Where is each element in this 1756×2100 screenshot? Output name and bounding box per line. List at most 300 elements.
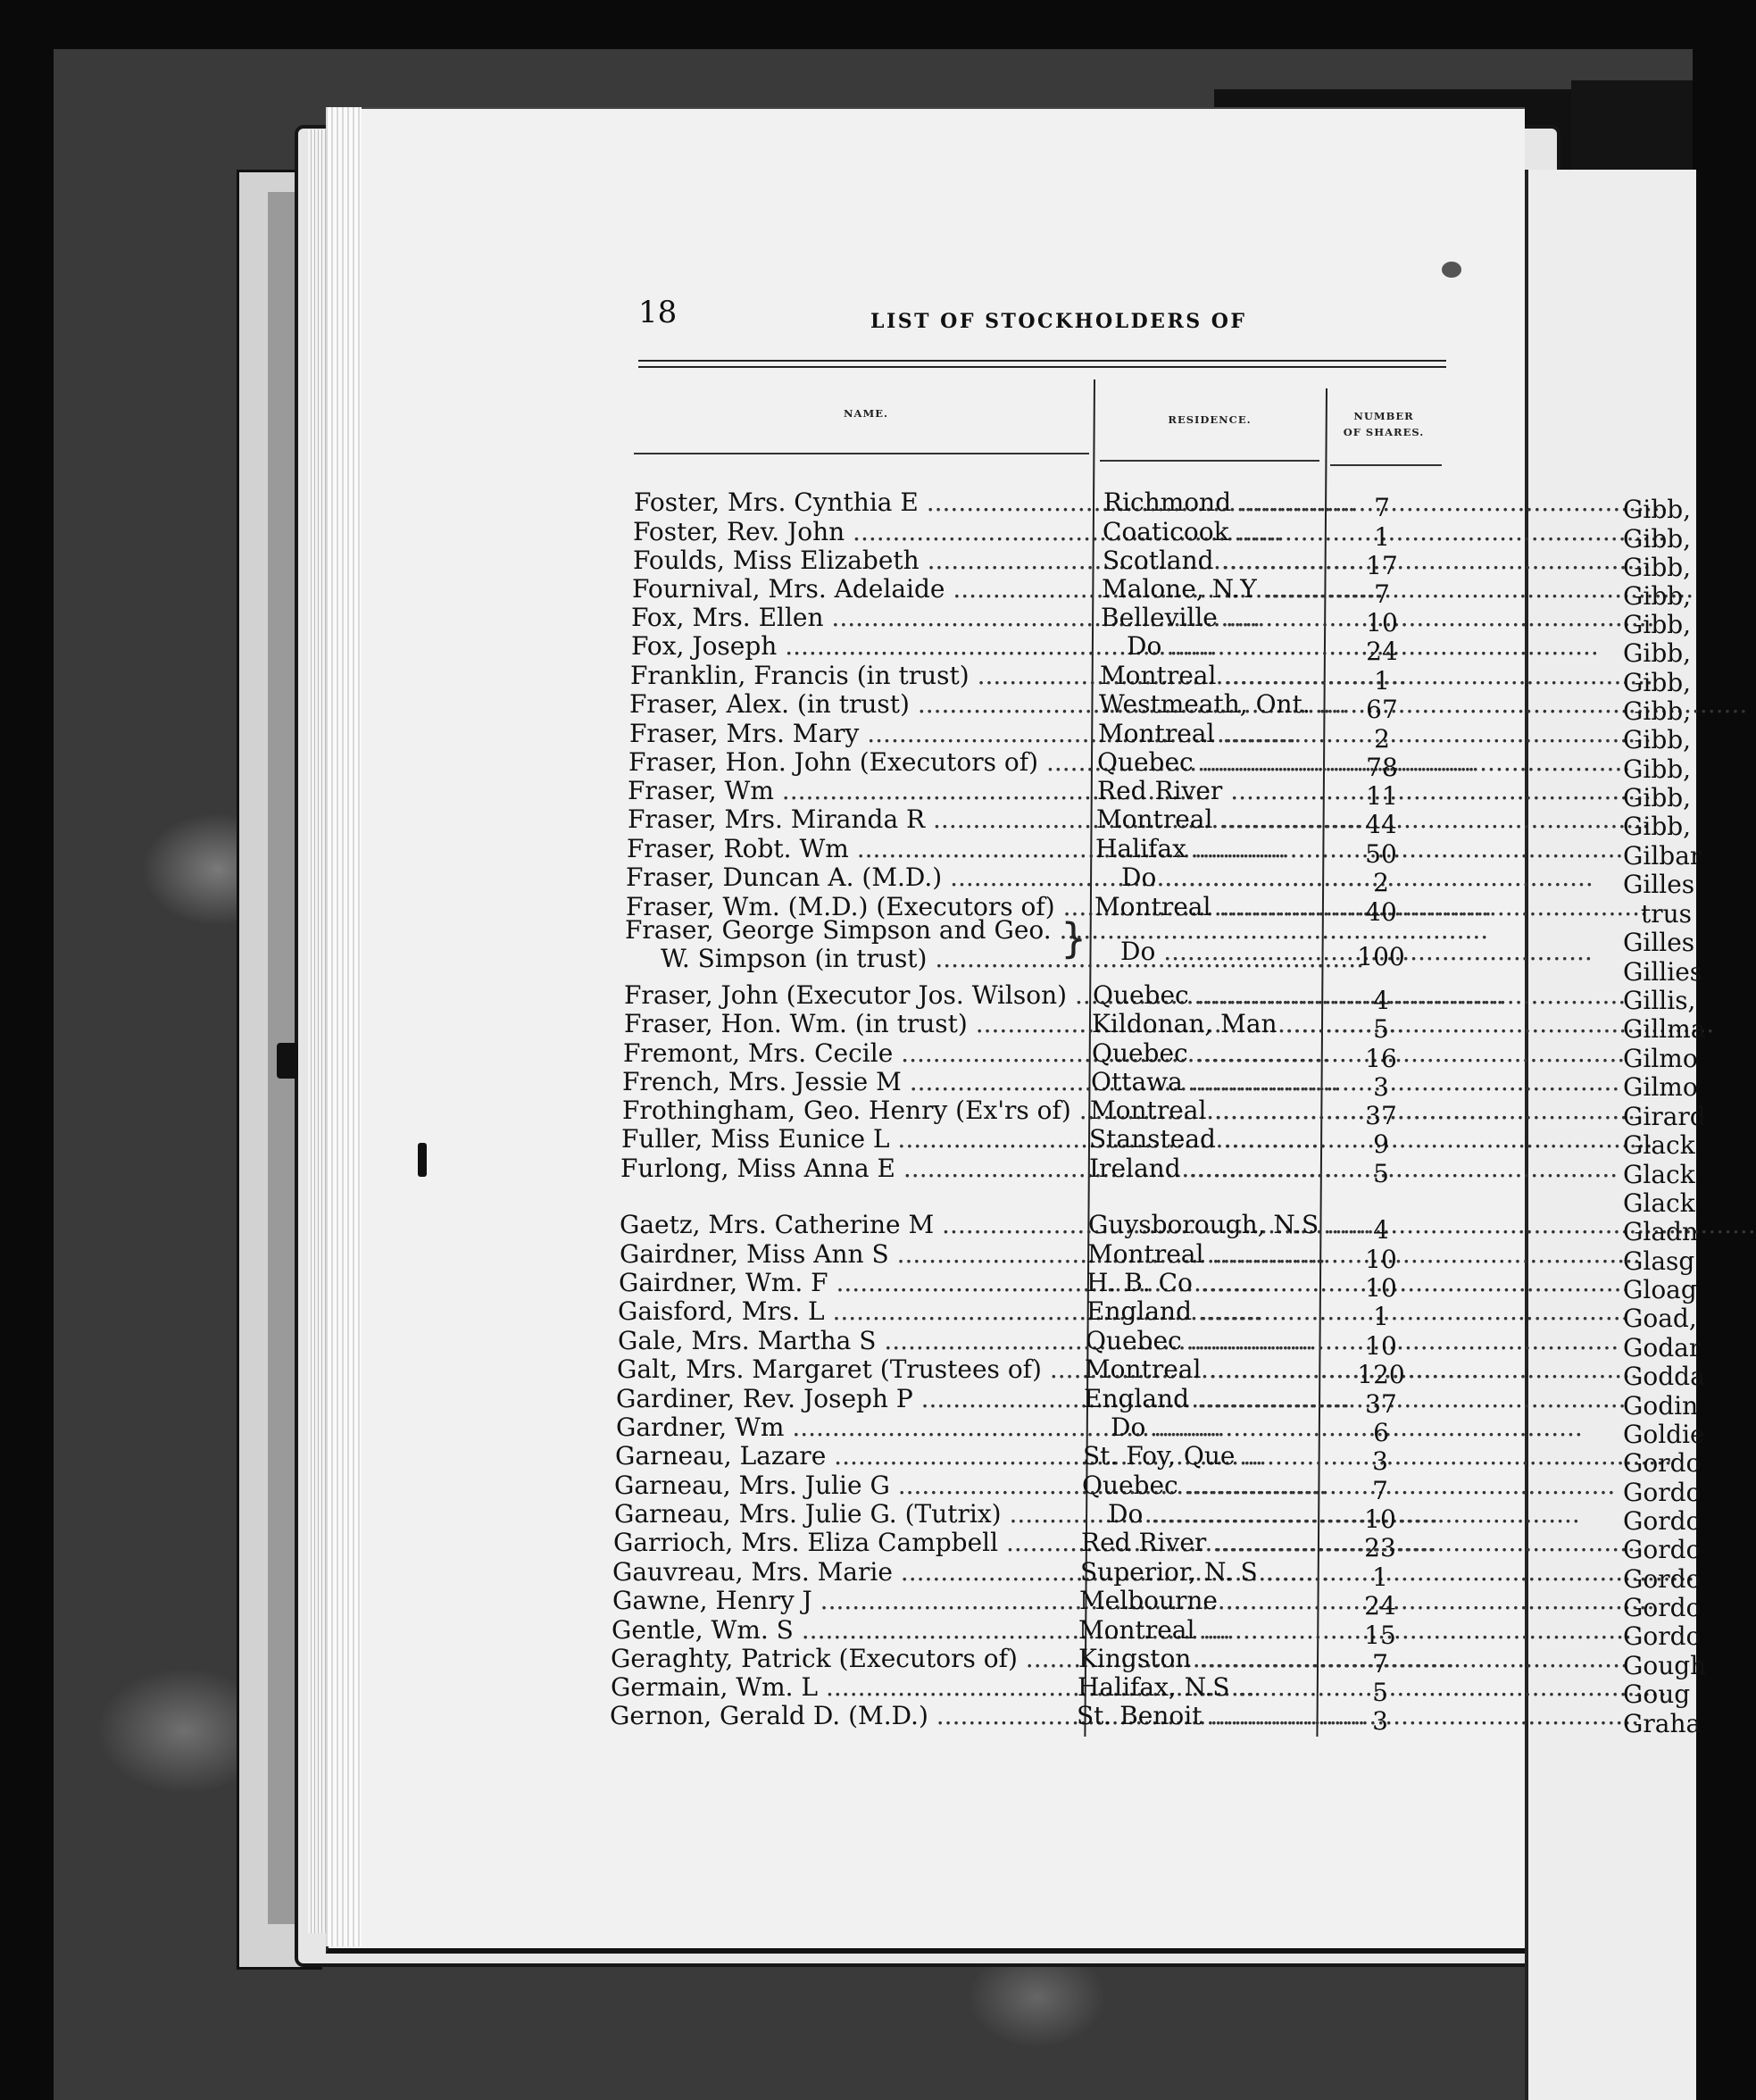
residence	[1091, 1068, 1316, 1096]
stockholder-name-text: Fraser, Mrs. Miranda R	[628, 804, 926, 834]
facing-page-fragment: Gibb,	[1623, 495, 1692, 524]
page-number: 18	[638, 295, 678, 330]
stockholder-name	[632, 575, 1087, 604]
stockholder-name-text: Gairdner, Wm. F	[619, 1268, 828, 1297]
table-row	[0, 719, 1693, 754]
residence-text: Montreal	[1090, 1096, 1207, 1125]
table-row	[0, 1441, 1693, 1476]
stockholder-name	[629, 690, 1087, 719]
table-row	[0, 1067, 1693, 1102]
facing-page-fragment: Gibb,	[1623, 581, 1692, 611]
stockholder-name-text: Fraser, John (Executor Jos. Wilson)	[624, 980, 1068, 1010]
table-row	[0, 1471, 1693, 1505]
facing-page-fragment: Gordo	[1623, 1564, 1702, 1594]
share-count: 6	[1373, 1418, 1389, 1447]
table-row	[0, 574, 1693, 609]
share-count: 4	[1373, 1215, 1389, 1245]
facing-page-fragment: Glack	[1623, 1160, 1695, 1189]
table-row	[0, 1586, 1693, 1621]
residence-text: Quebec	[1093, 980, 1189, 1010]
residence	[1095, 835, 1316, 863]
facing-page-fragment: Gibb,	[1623, 783, 1692, 812]
residence-text: St. Foy, Que	[1083, 1441, 1236, 1471]
facing-page-fragment: Gordo	[1623, 1535, 1702, 1564]
facing-page-fragment: Gibb,	[1623, 524, 1692, 554]
share-count: 37	[1365, 1101, 1397, 1130]
share-count: 11	[1366, 781, 1398, 811]
stockholder-name-text: Geraghty, Patrick (Executors of)	[611, 1644, 1018, 1673]
stockholder-name	[631, 604, 1087, 632]
share-count: 3	[1372, 1446, 1388, 1476]
share-count: 10	[1365, 1245, 1397, 1274]
facing-page-fragment: Godda	[1623, 1362, 1705, 1391]
table-row	[0, 1296, 1693, 1331]
stockholder-name	[626, 863, 1087, 892]
table-row	[0, 1644, 1693, 1679]
share-count: 67	[1366, 695, 1398, 724]
stockholder-name	[631, 632, 1087, 661]
share-count: 10	[1364, 1504, 1396, 1534]
share-count: 7	[1374, 493, 1390, 522]
stockholder-name-text: Gauvreau, Mrs. Marie	[612, 1557, 893, 1587]
table-row	[0, 546, 1693, 580]
table-row	[0, 1239, 1693, 1274]
share-count: 10	[1365, 1331, 1397, 1361]
residence	[1088, 1210, 1319, 1239]
facing-page-fragment: Godar	[1623, 1333, 1702, 1362]
top-double-rule-1	[638, 360, 1446, 362]
residence-text: England	[1084, 1384, 1190, 1413]
table-row	[0, 1210, 1693, 1245]
share-count: 10	[1366, 608, 1398, 638]
residence	[1101, 604, 1316, 632]
facing-page-fragment: Goad,	[1623, 1304, 1697, 1333]
stockholder-name-text: Fraser, Wm. (M.D.) (Executors of)	[626, 892, 1055, 921]
stockholder-name-text: French, Mrs. Jessie M	[622, 1067, 902, 1096]
stockholder-name	[618, 1327, 1087, 1355]
residence-text: Do	[1127, 631, 1162, 661]
facing-page-fragment: Gibb,	[1623, 638, 1692, 668]
table-row	[0, 603, 1693, 638]
stockholder-name-text: Gawne, Henry J	[612, 1586, 812, 1615]
residence-text: Halifax, N.S	[1078, 1672, 1230, 1702]
stockholder-name	[622, 1068, 1087, 1096]
stockholder-name-text: Furlong, Miss Anna E	[620, 1154, 895, 1183]
facing-page-fragment: Gordo	[1623, 1478, 1702, 1507]
stockholder-name-text: Fraser, Wm	[628, 776, 774, 805]
stockholder-name	[621, 1125, 1087, 1154]
table-row	[0, 914, 1693, 973]
share-count: 1	[1372, 1562, 1388, 1592]
table-row	[0, 1096, 1693, 1130]
share-count: 1	[1374, 522, 1390, 552]
table-row	[0, 1268, 1693, 1303]
facing-page-fragment: Gilbar	[1623, 841, 1702, 871]
residence	[1089, 1125, 1316, 1154]
stockholder-name	[624, 1010, 1087, 1038]
share-count: 1	[1373, 1302, 1389, 1331]
facing-page-fragment: Gillies	[1623, 957, 1703, 987]
stockholder-name-text: Franklin, Francis (in trust)	[630, 661, 970, 690]
share-count: 7	[1372, 1649, 1388, 1679]
brace-symbol: }	[1061, 914, 1087, 962]
facing-page-fragment: Gordo	[1623, 1506, 1702, 1536]
stockholder-name-text: Fuller, Miss Eunice L	[621, 1124, 890, 1154]
residence-text: Scotland	[1103, 546, 1214, 575]
residence-text: Do	[1121, 862, 1157, 892]
stockholder-name-text: Gardiner, Rev. Joseph P	[616, 1384, 913, 1413]
share-count: 4	[1373, 986, 1389, 1015]
stockholder-name-text: Gardner, Wm	[616, 1412, 785, 1442]
table-row	[0, 776, 1693, 811]
share-count: 37	[1365, 1389, 1397, 1419]
table-row	[0, 661, 1693, 696]
stockholder-name	[629, 720, 1087, 748]
residence	[1099, 690, 1316, 719]
residence-text: Malone, N.Y	[1102, 574, 1257, 604]
residence	[1100, 662, 1316, 690]
table-row	[0, 1326, 1693, 1361]
ink-smudge	[1442, 262, 1461, 278]
residence	[1089, 1154, 1316, 1183]
share-count: 2	[1373, 868, 1389, 897]
stockholder-name	[610, 1702, 1087, 1730]
table-row	[0, 1412, 1693, 1447]
facing-page-fragment: Gibb,	[1623, 754, 1692, 784]
share-count: 5	[1373, 1014, 1389, 1044]
facing-page-fragment: Gillis,	[1623, 986, 1696, 1015]
table-row	[0, 517, 1693, 552]
header-underline-residence	[1100, 460, 1319, 462]
facing-page-fragment: Goldie	[1623, 1420, 1705, 1449]
column-header-residence: RESIDENCE.	[1168, 413, 1252, 426]
stockholder-name	[627, 835, 1087, 863]
stockholder-name	[612, 1616, 1087, 1645]
stockholder-name	[614, 1500, 1087, 1529]
table-row	[0, 689, 1693, 724]
stockholder-name-text: Gentle, Wm. S	[612, 1615, 794, 1645]
residence-text: Ottawa	[1091, 1067, 1183, 1096]
stockholder-name-text: Galt, Mrs. Margaret (Trustees of)	[617, 1354, 1042, 1384]
facing-page-fragment: Gibb,	[1623, 553, 1692, 582]
residence	[1108, 1500, 1316, 1529]
stockholder-name	[612, 1558, 1087, 1587]
share-count: 7	[1374, 579, 1390, 609]
residence-text: Montreal	[1098, 719, 1215, 748]
facing-page-fragment: Graha	[1623, 1709, 1702, 1738]
residence-text: Richmond	[1103, 488, 1232, 517]
residence-text: Quebec	[1082, 1471, 1178, 1500]
stockholder-name	[623, 1039, 1087, 1068]
residence-text: Montreal	[1094, 892, 1211, 921]
table-row	[0, 1009, 1693, 1044]
share-count: 5	[1373, 1159, 1389, 1188]
residence-text: Melbourne	[1079, 1586, 1218, 1615]
table-row	[0, 747, 1693, 782]
residence	[1111, 1413, 1316, 1442]
stockholder-name-text: Fraser, Robt. Wm	[627, 834, 849, 863]
facing-page-fragment: Girard	[1623, 1102, 1706, 1131]
residence	[1121, 863, 1316, 892]
stockholder-name	[620, 1240, 1087, 1269]
table-row	[0, 1038, 1693, 1073]
table-row	[0, 1124, 1693, 1159]
share-count: 3	[1373, 1072, 1389, 1102]
stockholder-name	[617, 1355, 1087, 1384]
facing-page-fragment: Glack	[1623, 1188, 1695, 1218]
share-count: 78	[1366, 753, 1398, 782]
residence-text: Quebec	[1097, 747, 1194, 777]
residence-text: Kildonan, Man	[1092, 1009, 1277, 1038]
stockholder-name	[628, 777, 1087, 805]
residence	[1078, 1616, 1316, 1645]
facing-page-fragment: Glack	[1623, 1130, 1695, 1160]
share-count: 16	[1365, 1044, 1397, 1073]
residence-text: Montreal	[1096, 804, 1213, 834]
residence	[1087, 1240, 1316, 1269]
table-row	[0, 804, 1693, 839]
stockholder-name	[619, 1269, 1087, 1297]
residence	[1078, 1673, 1316, 1702]
residence-text: Montreal	[1100, 661, 1217, 690]
residence	[1083, 1442, 1316, 1471]
table-row	[0, 631, 1693, 666]
residence	[1084, 1385, 1316, 1413]
stockholder-name	[613, 1529, 1087, 1557]
facing-page-fragment: Gibb,	[1623, 725, 1692, 754]
stockholder-name	[624, 981, 1087, 1010]
residence	[1092, 1010, 1316, 1038]
residence	[1103, 518, 1316, 546]
stockholder-name-text: Fraser, Hon. Wm. (in trust)	[624, 1009, 968, 1038]
stockholder-name	[614, 1471, 1087, 1500]
table-row	[0, 1672, 1693, 1707]
stockholder-name-text: Fox, Joseph	[631, 631, 778, 661]
table-row	[0, 488, 1693, 522]
share-count: 120	[1357, 1360, 1405, 1389]
table-row	[0, 1384, 1693, 1419]
residence-text: Stanstead	[1089, 1124, 1216, 1154]
facing-page-fragment: Gilmo	[1623, 1072, 1698, 1102]
share-count: 23	[1364, 1533, 1396, 1562]
header-underline-shares	[1330, 464, 1442, 466]
column-header-name: NAME.	[844, 407, 888, 420]
share-count: 1	[1374, 666, 1390, 696]
stockholder-name-text: Fraser, Mrs. Mary	[629, 719, 860, 748]
residence	[1127, 632, 1316, 661]
residence-text: Quebec	[1092, 1038, 1188, 1068]
table-row	[0, 1528, 1693, 1562]
stockholder-name-text: Frothingham, Geo. Henry (Ex'rs of)	[622, 1096, 1071, 1125]
stockholder-name	[611, 1673, 1087, 1702]
residence	[1096, 805, 1316, 834]
facing-page-fragment: Gloag	[1623, 1275, 1697, 1304]
facing-page-fragment: Gordo	[1623, 1593, 1702, 1622]
share-count: 17	[1366, 551, 1398, 580]
stockholder-name	[620, 1211, 1087, 1239]
stockholder-name-line2-text: W. Simpson (in trust)	[661, 944, 928, 973]
stockholder-name	[633, 518, 1087, 546]
residence	[1078, 1645, 1316, 1673]
residence	[1120, 938, 1316, 966]
residence-text: England	[1086, 1296, 1193, 1326]
residence	[1086, 1327, 1316, 1355]
residence-text: Montreal	[1078, 1615, 1195, 1645]
residence	[1103, 546, 1316, 575]
residence-text: St. Benoit	[1077, 1701, 1203, 1730]
stockholder-name-text: Fraser, Hon. John (Executors of)	[628, 747, 1039, 777]
residence	[1085, 1355, 1316, 1384]
stockholder-name	[618, 1297, 1087, 1326]
table-row	[0, 862, 1693, 897]
residence	[1079, 1587, 1316, 1615]
stockholder-name-text: Fremont, Mrs. Cecile	[623, 1038, 894, 1068]
stockholder-name	[634, 488, 1087, 517]
stockholder-name	[633, 546, 1087, 575]
residence-text: Do	[1111, 1412, 1146, 1442]
residence-text: Kingston	[1078, 1644, 1192, 1673]
residence	[1081, 1529, 1316, 1557]
stockholder-name-text: Garneau, Mrs. Julie G. (Tutrix)	[614, 1499, 1002, 1529]
residence-text: Do	[1120, 937, 1156, 966]
residence	[1097, 748, 1316, 777]
residence-text: Montreal	[1087, 1239, 1204, 1269]
share-count: 44	[1365, 810, 1397, 839]
residence	[1098, 720, 1316, 748]
facing-page-fragment: Gibb,	[1623, 696, 1692, 726]
residence	[1103, 488, 1316, 517]
table-row	[0, 1499, 1693, 1534]
stockholder-name-text: Gaetz, Mrs. Catherine M	[620, 1210, 935, 1239]
stockholder-name	[611, 1645, 1087, 1673]
stockholder-name	[620, 1154, 1087, 1183]
stockholder-name	[616, 1385, 1087, 1413]
share-count: 50	[1365, 839, 1397, 869]
residence-text: Halifax	[1095, 834, 1186, 863]
facing-page-fragment: Gough	[1623, 1651, 1707, 1680]
header-underline-name	[634, 453, 1089, 454]
residence-text: H. B. Co	[1086, 1268, 1193, 1297]
residence-text: Do	[1108, 1499, 1144, 1529]
facing-page-fragment: Glasg	[1623, 1246, 1695, 1276]
residence	[1102, 575, 1316, 604]
residence	[1080, 1558, 1316, 1587]
table-row	[0, 1557, 1693, 1592]
residence-text: Ireland	[1089, 1154, 1181, 1183]
stockholder-name	[622, 1096, 1087, 1125]
stockholder-name-text: Foster, Mrs. Cynthia E	[634, 488, 919, 517]
stockholder-name-text: Fox, Mrs. Ellen	[631, 603, 824, 632]
residence-text: Westmeath, Ont.	[1099, 689, 1311, 719]
residence-text: Superior, N. S	[1080, 1557, 1258, 1587]
stockholder-name-text: Foster, Rev. John	[633, 517, 845, 546]
stockholder-name	[612, 1587, 1087, 1615]
facing-page-fragment: Gilles	[1623, 928, 1695, 957]
stockholder-name-text: Fraser, George Simpson and Geo.	[625, 915, 1052, 945]
table-row	[0, 834, 1693, 869]
stockholder-name	[625, 916, 1087, 945]
share-count: 100	[1357, 942, 1405, 971]
residence-text: Quebec	[1086, 1326, 1182, 1355]
column-header-shares-line1: NUMBER	[1353, 410, 1414, 422]
running-title: LIST OF STOCKHOLDERS OF	[870, 310, 1247, 333]
residence	[1086, 1297, 1316, 1326]
residence	[1092, 1039, 1316, 1068]
stockholder-name-text: Fraser, Alex. (in trust)	[629, 689, 910, 719]
stockholder-name-continued	[661, 945, 1052, 973]
stockholder-name-text: Gairdner, Miss Ann S	[620, 1239, 889, 1269]
residence	[1097, 777, 1316, 805]
share-count: 40	[1365, 897, 1397, 927]
stockholder-name	[615, 1442, 1087, 1471]
facing-page-fragment: Goug	[1623, 1679, 1691, 1709]
stockholder-name-text: Foulds, Miss Elizabeth	[633, 546, 920, 575]
stockholder-name-text: Fournival, Mrs. Adelaide	[632, 574, 945, 604]
share-count: 7	[1372, 1476, 1388, 1505]
share-count: 10	[1365, 1273, 1397, 1303]
stockholder-name	[628, 748, 1087, 777]
residence-text: Belleville	[1101, 603, 1218, 632]
share-count: 24	[1364, 1591, 1396, 1621]
facing-page-fragment: trus	[1641, 899, 1693, 929]
share-count: 15	[1364, 1621, 1396, 1650]
facing-page-fragment: Gilmo	[1623, 1044, 1698, 1073]
residence-text: Red River	[1081, 1528, 1207, 1557]
facing-page-fragment: Gibb,	[1623, 668, 1692, 697]
column-header-shares-line2: OF SHARES.	[1343, 426, 1425, 438]
stockholder-name-text: Fraser, Duncan A. (M.D.)	[626, 862, 943, 892]
facing-page-fragment: Gibb,	[1623, 610, 1692, 639]
stockholder-name-text: Garneau, Lazare	[615, 1441, 827, 1471]
stockholder-name	[628, 805, 1087, 834]
facing-page-fragment: Gilles	[1623, 870, 1695, 899]
residence-text: Guysborough, N.S	[1088, 1210, 1319, 1239]
residence-text: Coaticook	[1103, 517, 1229, 546]
table-row	[0, 1701, 1693, 1736]
facing-page-fragment: Gibb,	[1623, 812, 1692, 841]
residence	[1093, 981, 1316, 1010]
residence-text: Red River	[1097, 776, 1223, 805]
share-count: 2	[1374, 724, 1390, 754]
residence-text: Montreal	[1085, 1354, 1202, 1384]
stockholder-name-text: Gernon, Gerald D. (M.D.)	[610, 1701, 928, 1730]
stockholder-name-text: Garneau, Mrs. Julie G	[614, 1471, 890, 1500]
stockholder-name-text: Germain, Wm. L	[611, 1672, 819, 1702]
share-count: 3	[1372, 1706, 1388, 1736]
table-row	[0, 1154, 1693, 1188]
facing-page-fragment: Gordo	[1623, 1621, 1702, 1651]
facing-page-fragment: Godin	[1623, 1391, 1699, 1421]
facing-page-fragment: Gillma	[1623, 1014, 1706, 1044]
residence	[1090, 1096, 1316, 1125]
stockholder-name	[616, 1413, 1087, 1442]
table-row	[0, 980, 1693, 1015]
facing-page-fragment: Gordo	[1623, 1448, 1702, 1478]
top-double-rule-2	[638, 366, 1446, 368]
facing-page-fragment: Gladn	[1623, 1217, 1698, 1246]
stockholder-name-text: Gaisford, Mrs. L	[618, 1296, 825, 1326]
stockholder-name	[630, 662, 1087, 690]
residence	[1077, 1702, 1316, 1730]
table-row	[0, 1615, 1693, 1650]
residence	[1082, 1471, 1316, 1500]
stockholder-name-text: Gale, Mrs. Martha S	[618, 1326, 877, 1355]
residence	[1086, 1269, 1316, 1297]
table-row	[0, 1354, 1693, 1389]
share-count: 5	[1372, 1678, 1388, 1707]
stockholder-name-text: Garrioch, Mrs. Eliza Campbell	[613, 1528, 999, 1557]
share-count: 24	[1366, 637, 1398, 666]
